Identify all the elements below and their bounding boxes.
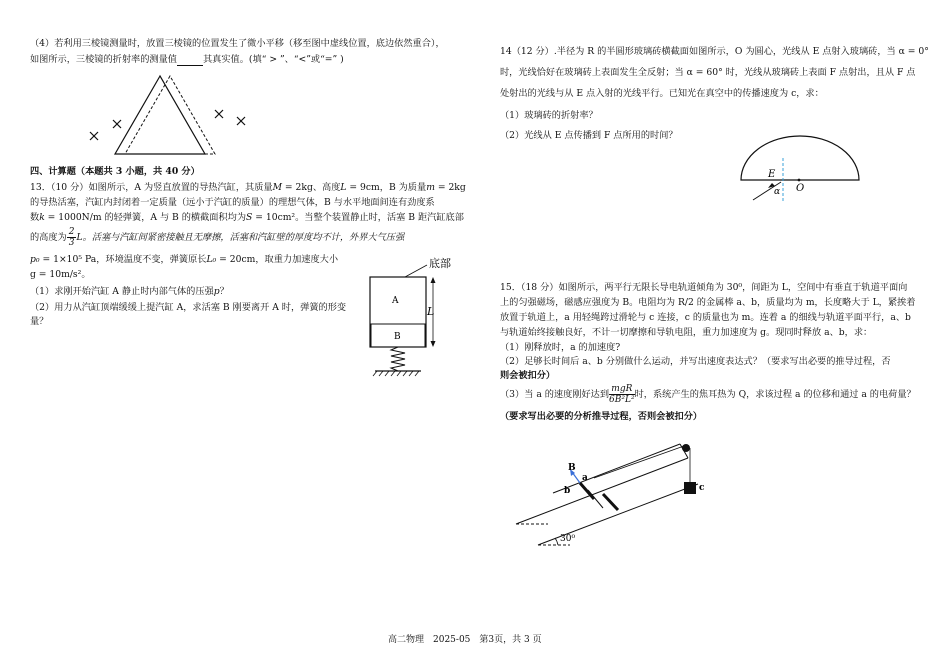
q13-text: ？ xyxy=(219,286,229,297)
q13-line3 xyxy=(30,212,464,224)
q15-sub1: （1）刚释放时，a 的加速度? xyxy=(500,342,621,353)
rail-lower xyxy=(516,458,688,524)
q15-sub2b: 则会被扣分） xyxy=(500,370,556,381)
prism-figure xyxy=(85,70,255,160)
q14-sub2: （2）光线从 E 点传播到 F 点所用的时间？ xyxy=(500,130,678,141)
q13-line4 xyxy=(30,227,404,249)
q15-text: 时，系统产生的焦耳热为 Q，求该过程 a 的位移和通过 a 的电荷量？ xyxy=(634,389,916,400)
label-alpha: α xyxy=(774,187,781,197)
label-L: L xyxy=(427,305,435,318)
var-L: L xyxy=(340,182,347,193)
var-S: S xyxy=(246,212,253,223)
fraction-velocity xyxy=(609,384,635,405)
var-p: p xyxy=(213,286,220,297)
ground-hatch xyxy=(373,371,419,376)
var-L0: L₀ xyxy=(206,254,217,265)
arrow-down xyxy=(431,341,436,347)
q15-sub2 xyxy=(500,356,891,368)
var-M: M xyxy=(272,182,282,193)
q14-sub1: （1）玻璃砖的折射率？ xyxy=(500,110,598,121)
label-B: B xyxy=(568,463,576,473)
q14-line3: 处射出的光线与从 E 点入射的光线平行。已知光在真空中的传播速度为 c，求： xyxy=(500,88,824,99)
label-angle: 30⁰ xyxy=(560,534,576,544)
q13-text: = 1×10⁵ Pa，环境温度不变，弹簧原长 xyxy=(39,254,207,265)
var-m: m xyxy=(426,182,435,193)
frac-den: 6B²L² xyxy=(609,395,635,405)
prism-dashed xyxy=(125,76,215,154)
q13-line2: 的导热活塞，汽缸内封闭着一定质量（远小于汽缸的质量）的理想气体，B 与水平地面间连有劲度系 xyxy=(30,197,435,208)
q13-text: （1）求刚开始汽缸 A 静止时内部气体的压强 xyxy=(30,286,214,297)
spring xyxy=(391,347,405,371)
q15-text: （3）当 a 的速度刚好达到 xyxy=(500,389,610,400)
semicircle-figure xyxy=(735,128,870,208)
q13-text: = 1000N/m 的轻弹簧，A 与 B 的横截面积均为 xyxy=(44,212,247,223)
label-bottom: 底部 xyxy=(429,257,451,270)
q4-line2 xyxy=(30,54,344,66)
q13-sub1 xyxy=(30,286,229,298)
label-b: b xyxy=(564,486,571,496)
frac-num: 2 xyxy=(68,227,75,237)
q15-line1: 15．（18 分）如图所示，两平行无限长导电轨道倾角为 30⁰，间距为 L，空间中有垂直于轨道平面向 xyxy=(500,282,908,293)
point-O xyxy=(798,179,801,182)
q14-line2: 时，光线恰好在玻璃砖上表面发生全反射；当 α = 60° 时，光线从玻璃砖上表面 F 点射出，且从 F 点 xyxy=(500,67,916,78)
q13-text: = 2kg、高度 xyxy=(282,182,341,193)
q4-line2a: 如图所示，三棱镜的折射率的测量值 xyxy=(30,54,177,65)
q13-line6: g = 10m/s²。 xyxy=(30,269,91,280)
cross-marks xyxy=(90,110,245,140)
q15-line2: 上的匀强磁场，磁感应强度为 B。电阻均为 R/2 的金属棒 a、b，质量均为 m，长度略大于 L，紧挨着 xyxy=(500,297,916,308)
q13-sub2: （2）用力从汽缸顶端缓缓上提汽缸 A，求活塞 B 刚要离开 A 时，弹簧的形变 xyxy=(30,302,347,313)
q13-text: L。活塞与汽缸间紧密接触且无摩擦，活塞和汽缸壁的厚度均不计，外界大气压强 xyxy=(76,232,405,243)
q13-text: 13．（10 分）如图所示，A 为竖直放置的导热汽缸，其质量 xyxy=(30,182,273,193)
var-k: k xyxy=(39,212,45,223)
rail-figure xyxy=(508,438,718,553)
q13-text: 数 xyxy=(30,212,40,223)
block-c xyxy=(684,482,696,494)
frac-num: mgR xyxy=(609,384,635,395)
bar-b-heavy xyxy=(603,494,618,510)
q13-text: = 9cm，B 为质量 xyxy=(346,182,427,193)
pulley xyxy=(682,444,690,452)
q13-text: 的高度为 xyxy=(30,232,67,243)
label-B: B xyxy=(394,332,401,342)
glass-semicircle xyxy=(741,136,859,180)
section-title: 四、计算题（本题共 3 小题，共 40 分） xyxy=(30,166,200,177)
label-O: O xyxy=(796,183,805,194)
q15-sub3 xyxy=(500,384,916,406)
q13-line5 xyxy=(30,254,338,266)
prism-solid xyxy=(115,76,205,154)
label-c: c xyxy=(699,483,705,493)
frac-den: 3 xyxy=(68,238,75,248)
var-p0: p₀ xyxy=(30,254,40,265)
answer-blank[interactable] xyxy=(177,56,203,66)
page-footer: 高二物理 2025-05 第3页，共 3 页 xyxy=(388,635,542,645)
q13-text: = 20cm，取重力加速度大小 xyxy=(216,254,339,265)
top-leader xyxy=(405,265,427,277)
q15-line3: 放置于轨道上，a 用轻绳跨过滑轮与 c 连接，c 的质量也为 m。连着 a 的细线与轨道平面平行，a、b xyxy=(500,312,911,323)
q14-line1: 14（12 分）.半径为 R 的半圆形玻璃砖横截面如图所示，O 为圆心，光线从 E 点射入玻璃砖，当 α = 0° xyxy=(500,46,929,57)
arrow-up xyxy=(431,277,436,283)
label-E: E xyxy=(768,169,776,180)
cylinder-figure xyxy=(365,255,475,380)
q13-line1 xyxy=(30,182,466,194)
q13-text: = 2kg xyxy=(434,182,466,193)
label-a: a xyxy=(582,473,588,483)
q13-text: = 10cm²。当整个装置静止时，活塞 B 距汽缸底部 xyxy=(252,212,464,223)
q13-sub2b: 量？ xyxy=(30,316,49,327)
q4-line1: （4）若利用三棱镜测量时，放置三棱镜的位置发生了微小平移（移至图中虚线位置，底边依然重合）， xyxy=(30,38,445,49)
bar-b xyxy=(588,490,603,508)
label-A: A xyxy=(392,296,399,306)
q15-sub2-text: （2）足够长时间后 a、b 分别做什么运动，并写出速度表达式？（要求写出必要的推导过程，否 xyxy=(500,356,891,367)
angle-arc xyxy=(555,538,558,545)
q15-sub3c: （要求写出必要的分析推导过程，否则会被扣分） xyxy=(500,411,703,422)
q4-line2b: 其真实值。(填“ > ”、“<”或“=” ) xyxy=(203,54,344,65)
rope xyxy=(594,446,684,478)
q15-line4: 与轨道始终接触良好，不计一切摩擦和导轨电阻，重力加速度为 g。现同时释放 a、b，求： xyxy=(500,327,873,338)
